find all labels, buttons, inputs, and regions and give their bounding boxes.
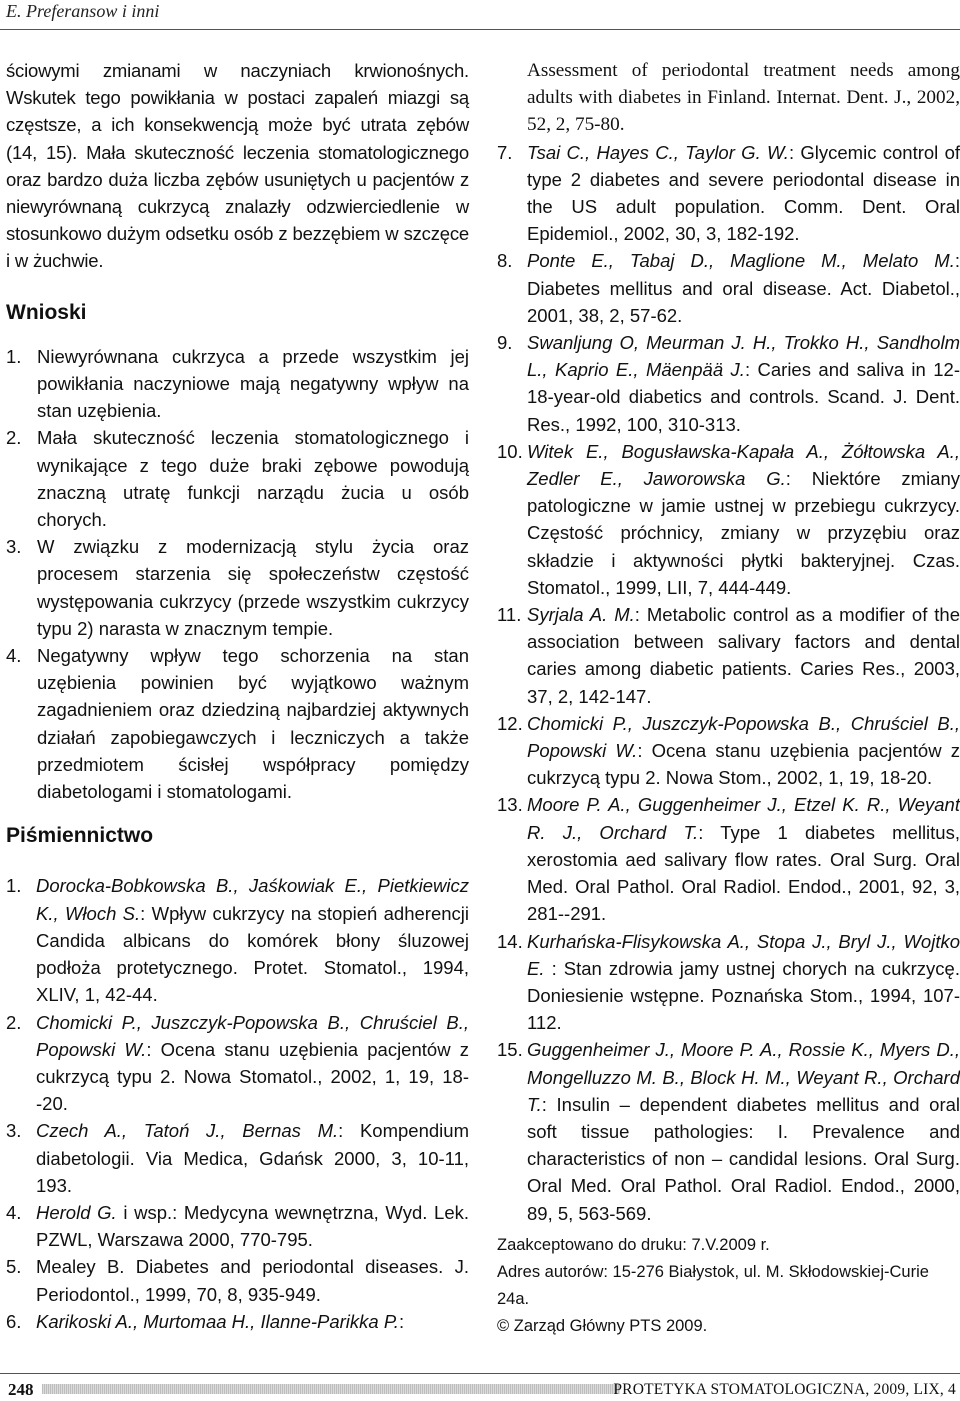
conclusion-item (6, 533, 469, 642)
reference-number: 7. (497, 141, 513, 163)
reference-item (497, 601, 960, 710)
reference-number: 12. (497, 712, 523, 734)
reference-details: : Metabolic control as a modifier of the association between salivary factors and dental caries among diabetic patients. Caries Res., 2003, 37, 2, 142-147. (527, 604, 960, 707)
reference-text (36, 1253, 469, 1307)
reference-item (497, 247, 960, 329)
reference-number: 11. (497, 604, 522, 626)
reference-item (497, 791, 960, 927)
reference-authors: Chomicki P., Juszczyk-Popowska B., Chruściel B., Popowski W. (36, 1011, 469, 1060)
reference-item (497, 329, 960, 438)
reference-item (497, 438, 960, 601)
reference-item (6, 1009, 469, 1118)
reference-authors: Herold G. (36, 1201, 117, 1223)
reference-item (497, 928, 960, 1037)
accepted-note: Zaakceptowano do druku: 7.V.2009 r. (497, 1235, 770, 1254)
running-head: E. Preferansow i inni (6, 1, 160, 21)
copyright-note: © Zarząd Główny PTS 2009. (497, 1317, 708, 1336)
reference-number: 9. (497, 332, 513, 354)
reference-authors: Czech A., Tatoń J., Bernas M. (36, 1120, 339, 1142)
intro-paragraph: ściowymi zmianami w naczyniach krwionośnych. Wskutek tego powikłania w postaci zapaleń miazgi są częstsze, a ich konsekwencją może być utrata zębów (14, 15). Mała skuteczność leczenia stomatologicznego oraz bardzo duża liczba zębów usuniętych u pacjentów z niewyrównaną cukrzycą znalazły odzwierciedlenie w stosunkowo dużym odsetku osób z bezzębiem w szczęce i w żuchwie. (6, 60, 469, 272)
reference-authors: Karikoski A., Murtomaa H., Ilanne-Parikka P. (36, 1310, 399, 1332)
conclusion-number: 1. (6, 345, 22, 367)
references-list-right (497, 139, 960, 1227)
reference-authors: Ponte E., Tabaj D., Maglione M., Melato M. (527, 250, 955, 272)
conclusions-list (6, 343, 469, 805)
reference-item (6, 1117, 469, 1199)
reference-text (527, 601, 960, 710)
page-number: 248 (8, 1380, 34, 1399)
conclusion-text: Niewyrównana cukrzyca a przede wszystkim jej powikłania naczyniowe mają negatywny wpływ na stan uzębienia. (37, 345, 469, 422)
author-address: Adres autorów: 15-276 Białystok, ul. M. Skłodowskiej-Curie 24a. (497, 1262, 929, 1309)
reference-authors: Guggenheimer J., Moore P. A., Rossie K., Myers D., Mongelluzzo M. B., Block H. M., Weyant R., Orchard T. (527, 1039, 960, 1115)
conclusion-text: Mała skuteczność leczenia stomatologicznego i wynikające z tego duże braki zębowe powodują znaczną utratę funkcji narządu żucia u osób chorych. (37, 427, 469, 531)
left-column (6, 57, 469, 1335)
reference-number: 4. (6, 1201, 22, 1223)
reference-number: 10. (497, 440, 523, 462)
reference-details: : Insulin – dependent diabetes mellitus and oral soft tissue pathologies: I. Prevalence and characteristics of non – candidal lesions. Oral Surg. Oral Med. Oral Pathol. Oral Radiol. Endod., 2000, 89, 5, 563-569. (527, 1093, 960, 1224)
reference-number: 5. (6, 1256, 22, 1278)
reference-details: : (398, 1310, 405, 1332)
references-list-left (6, 872, 469, 1334)
reference-item (497, 710, 960, 792)
references-heading: Piśmiennictwo (6, 824, 154, 848)
reference-authors: Witek E., Bogusławska-Kapała A., Żółtowska A., Zedler E., Jaworowska G. (527, 440, 960, 490)
reference-text (527, 247, 960, 329)
reference-number: 13. (497, 794, 523, 816)
reference-authors: Swanljung O, Meurman J. H., Trokko H., Sandholm L., Kaprio E., Mäenpää J. (527, 332, 960, 381)
reference-authors: Chomicki P., Juszczyk-Popowska B., Chruściel B., Popowski W. (527, 712, 960, 762)
reference-number: 14. (497, 930, 523, 952)
reference-details: : Type 1 diabetes mellitus, xerostomia aed salivary flow rates. Oral Surg. Oral Med. Oral Pathol. Oral Radiol. Endod., 2001, 92, 3, 281--291. (527, 821, 960, 925)
reference-text (36, 1009, 469, 1118)
conclusion-text: Negatywny wpływ tego schorzenia na stan uzębienia powinien być wyjątkowo ważnym zagadnieniem oraz dziedziną najbardziej aktywnych działań zapobiegawczych i leczniczych a także przedmiotem ścisłej współpracy pomiędzy diabetologami i stomatologami. (37, 645, 469, 803)
reference-number: 3. (6, 1120, 22, 1142)
reference-authors: Syrjala A. M. (527, 604, 635, 626)
reference-details: : Glycemic control of type 2 diabetes and severe periodontal disease in the US adult population. Comm. Dent. Oral Epidemiol., 2002, 30, 3, 182-192. (527, 141, 960, 245)
reference-details: : Niektóre zmiany patologiczne w jamie ustnej w przebiegu cukrzycy. Częstość próchnicy, zmiany w przyzębiu oraz składzie i aktywności płytki bakteryjnej. Czas. Stomatol., 1999, LII, 7, 444-449. (527, 468, 960, 598)
conclusion-text: W związku z modernizacją stylu życia oraz procesem starzenia się społeczeństw częstość występowania cukrzycy (przede wszystkim cukrzycy typu 2) narasta w znacznym tempie. (37, 536, 469, 639)
reference-text (527, 710, 960, 792)
reference-authors: Kurhańska-Flisykowska A., Stopa J., Bryl J., Wojtko E. (527, 930, 960, 979)
footer-rule (0, 1373, 960, 1374)
journal-footer: PROTETYKA STOMATOLOGICZNA, 2009, LIX, 4 (613, 1381, 956, 1398)
reference-continuation-text: Assessment of periodontal treatment needs among adults with diabetes in Finland. Internat. Dent. J., 2002, 52, 2, 75-80. (527, 60, 960, 136)
reference-text (36, 1117, 469, 1199)
reference-authors: Moore P. A., Guggenheimer J., Etzel K. R., Weyant R. J., Orchard T. (527, 794, 960, 843)
reference-item (497, 139, 960, 248)
reference-details: i wsp.: Medycyna wewnętrzna, Wyd. Lek. PZWL, Warszawa 2000, 770-795. (36, 1201, 469, 1251)
reference-details: : Diabetes mellitus and oral disease. Act. Diabetol., 2001, 38, 2, 57-62. (527, 250, 960, 326)
reference-details: : Kompendium diabetologii. Via Medica, Gdańsk 2000, 3, 10-11, 193. (36, 1120, 469, 1196)
conclusion-item (6, 642, 469, 805)
conclusion-item (6, 343, 469, 425)
reference-item (6, 872, 469, 1008)
footer-decorative-bar (42, 1384, 620, 1394)
reference-continuation (497, 57, 960, 139)
reference-text (36, 1199, 469, 1253)
reference-text (527, 1036, 960, 1226)
reference-item (497, 1036, 960, 1226)
right-column (497, 57, 960, 1341)
header-rule (0, 29, 960, 30)
reference-item (6, 1253, 469, 1307)
reference-number: 6. (6, 1310, 22, 1332)
reference-text (527, 139, 960, 248)
reference-details: : Ocena stanu uzębienia pacjentów z cukrzycą typu 2. Nowa Stomatol., 2002, 1, 19, 18--20. (36, 1038, 470, 1115)
reference-details: : Stan zdrowia jamy ustnej chorych na cukrzycę. Doniesienie wstępne. Poznańska Stom., 1994, 107-112. (527, 957, 960, 1034)
reference-item (6, 1308, 469, 1335)
reference-authors: Dorocka-Bobkowska B., Jaśkowiak E., Pietkiewicz K., Włoch S. (36, 875, 469, 924)
reference-text (36, 872, 469, 1008)
conclusion-number: 3. (6, 536, 22, 558)
reference-details: : Ocena stanu uzębienia pacjentów z cukrzycą typu 2. Nowa Stom., 2002, 1, 19, 18-20. (527, 740, 960, 789)
reference-number: 1. (6, 875, 22, 897)
reference-text (527, 791, 960, 927)
reference-details: Mealey B. Diabetes and periodontal diseases. J. Periodontol., 1999, 70, 8, 935-949. (36, 1256, 469, 1305)
reference-number: 15. (497, 1039, 523, 1061)
reference-details: : Caries and saliva in 12-18-year-old diabetics and controls. Scand. J. Dent. Res., 1992, 100, 310-313. (527, 359, 960, 435)
reference-authors: Tsai C., Hayes C., Taylor G. W. (527, 141, 789, 163)
reference-number: 8. (497, 250, 513, 272)
conclusion-number: 2. (6, 427, 22, 449)
reference-text (527, 928, 960, 1037)
reference-text (527, 438, 960, 601)
reference-number: 2. (6, 1011, 22, 1033)
reference-details: : Wpływ cukrzycy na stopień adherencji Candida albicans do komórek błony śluzowej podłoża protetycznego. Protet. Stomatol., 1994, XLIV, 1, 42-44. (36, 902, 469, 1006)
reference-text (527, 329, 960, 438)
conclusion-item (6, 424, 469, 533)
conclusion-number: 4. (6, 645, 22, 667)
reference-item (6, 1199, 469, 1253)
reference-text (36, 1308, 469, 1335)
conclusions-heading: Wnioski (6, 300, 87, 324)
